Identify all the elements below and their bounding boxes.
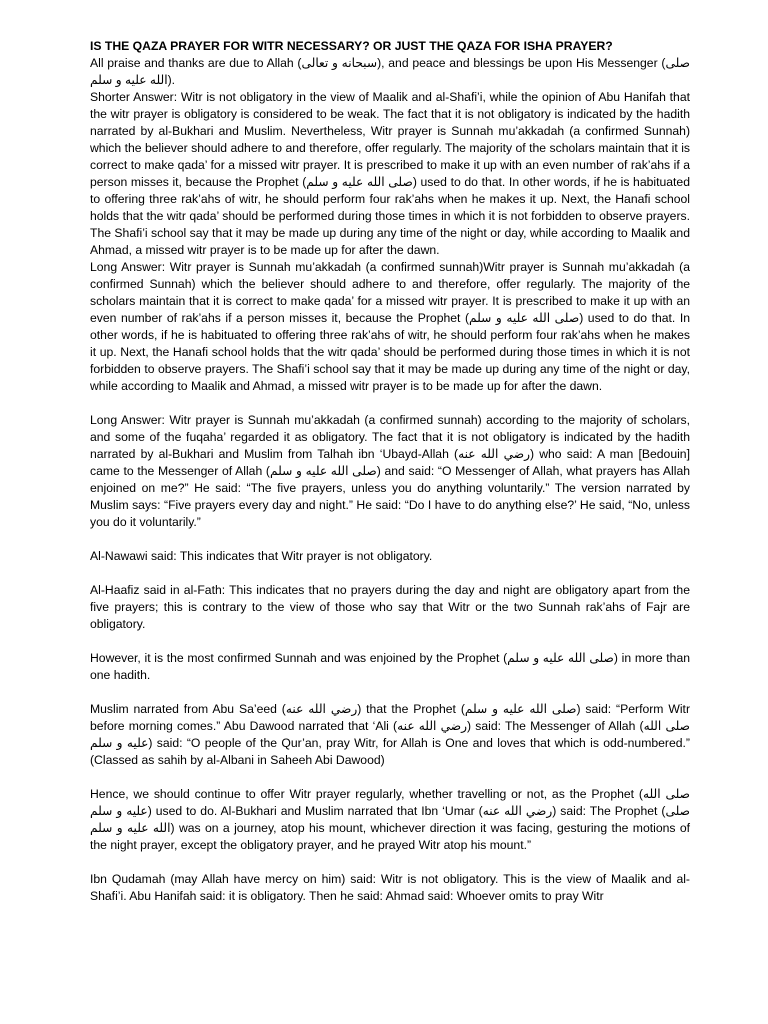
paragraph-confirmed-sunnah: However, it is the most confirmed Sunnah and was enjoined by the Prophet (صلى الله عليه و سلم) in more than one hadith. xyxy=(90,651,690,682)
paragraph-intro: All praise and thanks are due to Allah (سبحانه و تعالى), and peace and blessings be upon His Messenger (صلى الله عليه و سلم). xyxy=(90,56,690,87)
paragraph-continue-witr: Hence, we should continue to offer Witr prayer regularly, whether travelling or not, as the Prophet (صلى الله عليه و سلم) used to do. Al-Bukhari and Muslim narrated that Ibn ‘Umar (رضي الله عنه) said: The Prophet (صلى الله عليه و سلم) was on a journey, atop his mount, whichever direction it was facing, gesturing the motions of the night prayer, except the obligatory prayer, and he prayed Witr atop his mount.” xyxy=(90,787,690,852)
document-title: IS THE QAZA PRAYER FOR WITR NECESSARY? OR JUST THE QAZA FOR ISHA PRAYER? xyxy=(90,39,613,53)
paragraph-long-answer-1: Long Answer: Witr prayer is Sunnah mu’akkadah (a confirmed sunnah)Witr prayer is Sunnah mu’akkadah (a confirmed Sunnah) which the believer should adhere to and therefore, offer regularly. The majority of the scholars maintain that it is correct to make qada’ for a missed witr prayer. It is prescribed to make it up with an even number of rak’ahs if a person misses it, because the Prophet (صلى الله عليه و سلم) used to do that. In other words, if he is habituated to offering three rak’ahs of witr, he should perform four rak’ahs when he makes it up. Next, the Hanafi school holds that the witr qada’ should be performed during those times in which it is not forbidden to observe prayers. The Shafi’i school say that it may be made up during any time of the night or day, while according to Maalik and Ahmad, a missed witr prayer is to be made up for after the dawn. xyxy=(90,260,690,393)
paragraph-long-answer-2: Long Answer: Witr prayer is Sunnah mu’akkadah (a confirmed sunnah) according to the majority of scholars, and some of the fuqaha’ regarded it as obligatory. The fact that it is not obligatory is indicated by the hadith narrated by al-Bukhari and Muslim from Talhah ibn ‘Ubayd-Allah (رضي الله عنه) who said: A man [Bedouin] came to the Messenger of Allah (صلى الله عليه و سلم) and said: “O Messenger of Allah, what prayers has Allah enjoined on me?” He said: “The five prayers, unless you do anything voluntarily.” The version narrated by Muslim says: “Five prayers every day and night.” He said: “Do I have to do anything else?’ He said, “No, unless you do it voluntarily.” xyxy=(90,413,690,529)
paragraph-muslim-narrated: Muslim narrated from Abu Sa’eed (رضي الله عنه) that the Prophet (صلى الله عليه و سلم) said: “Perform Witr before morning comes.” Abu Dawood narrated that ‘Ali (رضي الله عنه) said: The Messenger of Allah (صلى الله عليه و سلم) said: “O people of the Qur’an, pray Witr, for Allah is One and loves that which is odd-numbered.” (Classed as sahih by al-Albani in Saheeh Abi Dawood) xyxy=(90,702,690,767)
paragraph-al-haafiz: Al-Haafiz said in al-Fath: This indicates that no prayers during the day and night are obligatory apart from the five prayers; this is contrary to the view of those who say that Witr or the two Sunnah rak’ahs of Fajr are obligatory. xyxy=(90,583,690,631)
paragraph-al-nawawi: Al-Nawawi said: This indicates that Witr prayer is not obligatory. xyxy=(90,549,433,563)
paragraph-shorter-answer: Shorter Answer: Witr is not obligatory in the view of Maalik and al-Shafi’i, while the opinion of Abu Hanifah that the witr prayer is obligatory is considered to be weak. The fact that it is not obligatory is indicated by the hadith narrated by al-Bukhari and Muslim. Nevertheless, Witr prayer is Sunnah mu’akkadah (a confirmed Sunnah) which the believer should adhere to and therefore, offer regularly. The majority of the scholars maintain that it is correct to make qada’ for a missed witr prayer. It is prescribed to make it up with an even number of rak’ahs if a person misses it, because the Prophet (صلى الله عليه و سلم) used to do that. In other words, if he is habituated to offering three rak’ahs of witr, he should perform four rak’ahs when he makes it up. Next, the Hanafi school holds that the witr qada’ should be performed during those times in which it is not forbidden to observe prayers. The Shafi’i school say that it may be made up during any time of the night or day, while according to Maalik and Ahmad, a missed witr prayer is to be made up for after the dawn. xyxy=(90,90,690,257)
paragraph-ibn-qudamah: Ibn Qudamah (may Allah have mercy on him) said: Witr is not obligatory. This is the view of Maalik and al-Shafi’i. Abu Hanifah said: it is obligatory. Then he said: Ahmad said: Whoever omits to pray Witr xyxy=(90,872,690,903)
